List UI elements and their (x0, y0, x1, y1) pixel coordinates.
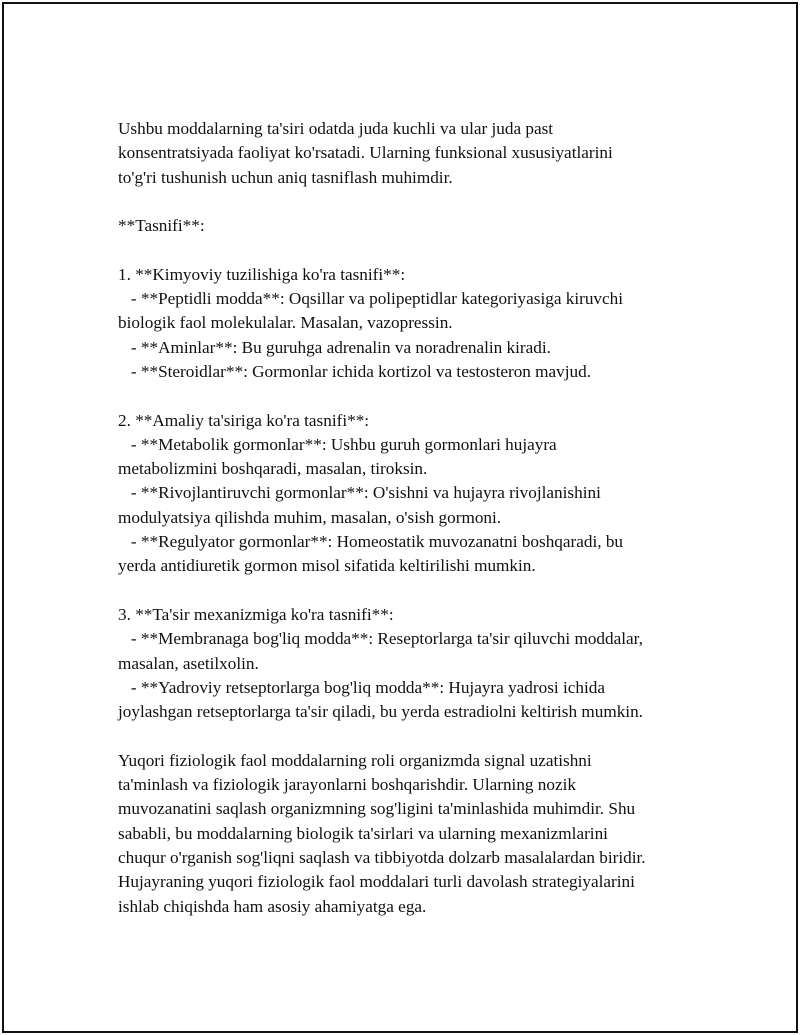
conclusion-line: chuqur o'rganish sog'liqni saqlash va tibbiyotda dolzarb masalalardan biridir. (118, 847, 646, 867)
section-1-line: - **Peptidli modda**: Oqsillar va polipeptidlar kategoriyasiga kiruvchi (118, 289, 624, 309)
conclusion-line: muvozanatini saqlash organizmning sog'ligini ta'minlashida muhimdir. Shu (118, 799, 636, 819)
classification-heading: **Tasnifi**: (118, 216, 205, 236)
section-1-title: 1. **Kimyoviy tuzilishiga ko'ra tasnifi**: (118, 264, 406, 284)
section-2-line: - **Metabolik gormonlar**: Ushbu guruh gormonlari hujayra (118, 434, 557, 454)
section-1-line: biologik faol molekulalar. Masalan, vazopressin. (118, 313, 453, 333)
section-2-line: - **Rivojlantiruvchi gormonlar**: O'sishni va hujayra rivojlanishini (118, 483, 601, 503)
document-body (118, 117, 718, 919)
conclusion-line: sababli, bu moddalarning biologik ta'sirlari va ularning mexanizmlarini (118, 823, 608, 843)
section-3-line: masalan, asetilxolin. (118, 653, 259, 673)
section-2-title: 2. **Amaliy ta'siriga ko'ra tasnifi**: (118, 410, 370, 430)
conclusion-line: Yuqori fiziologik faol moddalarning roli organizmda signal uzatishni (118, 750, 592, 770)
section-2-line: modulyatsiya qilishda muhim, masalan, o'sish gormoni. (118, 507, 502, 527)
conclusion-line: ta'minlash va fiziologik jarayonlarni boshqarishdir. Ularning nozik (118, 775, 576, 795)
section-1-line: - **Steroidlar**: Gormonlar ichida kortizol va testosteron mavjud. (118, 361, 592, 381)
section-3-title: 3. **Ta'sir mexanizmiga ko'ra tasnifi**: (118, 604, 394, 624)
section-2-line: yerda antidiuretik gormon misol sifatida keltirilishi mumkin. (118, 556, 536, 576)
section-1-line: - **Aminlar**: Bu guruhga adrenalin va noradrenalin kiradi. (118, 337, 551, 357)
intro-line-3: to'g'ri tushunish uchun aniq tasniflash muhimdir. (118, 167, 453, 187)
conclusion-line: ishlab chiqishda ham asosiy ahamiyatga ega. (118, 896, 427, 916)
section-3-line: - **Yadroviy retseptorlarga bog'liq modda**: Hujayra yadrosi ichida (118, 677, 605, 697)
section-2-line: - **Regulyator gormonlar**: Homeostatik muvozanatni boshqaradi, bu (118, 532, 624, 552)
conclusion-line: Hujayraning yuqori fiziologik faol moddalari turli davolash strategiyalarini (118, 872, 635, 892)
section-3-line: joylashgan retseptorlarga ta'sir qiladi, bu yerda estradiolni keltirish mumkin. (118, 702, 643, 722)
intro-line-2: konsentratsiyada faoliyat ko'rsatadi. Ularning funksional xususiyatlarini (118, 143, 613, 163)
section-3-line: - **Membranaga bog'liq modda**: Reseptorlarga ta'sir qiluvchi moddalar, (118, 629, 643, 649)
intro-line-1: Ushbu moddalarning ta'siri odatda juda kuchli va ular juda past (118, 119, 554, 138)
section-2-line: metabolizmini boshqaradi, masalan, tiroksin. (118, 459, 428, 479)
